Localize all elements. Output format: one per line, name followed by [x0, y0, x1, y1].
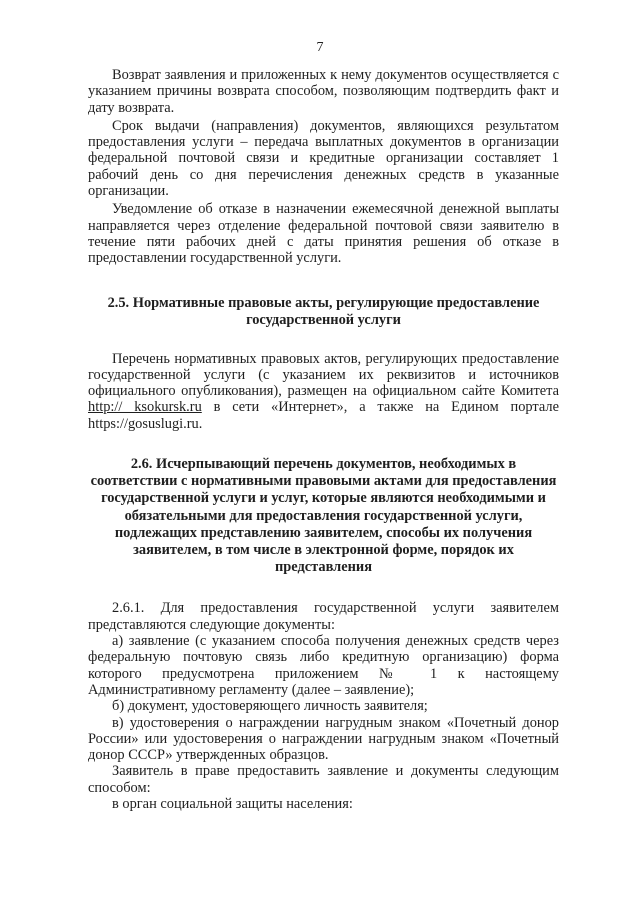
- committee-site-link[interactable]: http:// ksokursk.ru: [88, 399, 202, 416]
- list-item-b: б) документ, удостоверяющего личность заявителя;: [112, 698, 428, 715]
- normative-acts-text-tail: в сети «Интернет», а также на Едином портале https://gosuslugi.ru.: [88, 399, 559, 432]
- paragraph-social-protection-body: в орган социальной защиты населения:: [112, 796, 353, 813]
- paragraph-return: Возврат заявления и приложенных к нему документов осуществляется с указанием причины возврата способом, позволяющим подтвердить факт и дату возврата.: [88, 67, 559, 116]
- section-2-6-heading: 2.6. Исчерпывающий перечень документов, необходимых в соответствии с нормативными правовыми актами для предоставления государственной услуги и услуг, которые являются необходимыми и обязательными для предоставления государственной услуги, подлежащих представлению заявителем, способы их получения заявителем, в том числе в электронной форме, порядок их представления: [90, 456, 557, 576]
- paragraph-2-6-1: 2.6.1. Для предоставления государственной услуги заявителем представляются следующие документы:: [88, 600, 559, 633]
- paragraph-submission-methods: Заявитель в праве предоставить заявление и документы следующим способом:: [88, 763, 559, 796]
- normative-acts-text: Перечень нормативных правовых актов, регулирующих предоставление государственной услуги (с указанием их реквизитов и источников официального опубликования), размещен на официальном сайте Комитета: [88, 350, 559, 400]
- page-number: 7: [316, 40, 324, 55]
- document-body: [88, 67, 559, 812]
- section-2-5-heading: 2.5. Нормативные правовые акты, регулирующие предоставление государственной услуги: [107, 294, 540, 328]
- list-item-v: в) удостоверения о награждении нагрудным знаком «Почетный донор России» или удостоверения о награждении нагрудным знаком «Почетный донор СССР» утвержденных образцов.: [88, 714, 559, 764]
- paragraph-refusal-notice: Уведомление об отказе в назначении ежемесячной денежной выплаты направляется через отделение федеральной почтовой связи заявителю в течение пяти рабочих дней с даты принятия решения об отказе в предоставлении государственной услуги.: [88, 201, 559, 267]
- paragraph-normative-acts: [88, 351, 559, 432]
- list-item-a: а) заявление (с указанием способа получения денежных средств через федеральную почтовую связь либо кредитную организацию) форма которого предусмотрена приложением № 1 к настоящему Административному регламенту (далее – заявление);: [88, 633, 559, 698]
- paragraph-issue-term: Срок выдачи (направления) документов, являющихся результатом предоставления услуги – передача выплатных документов в организации федеральной почтовой связи и кредитные организации составляет 1 рабочий день со дня перечисления денежных средств в указанные организации.: [88, 117, 559, 200]
